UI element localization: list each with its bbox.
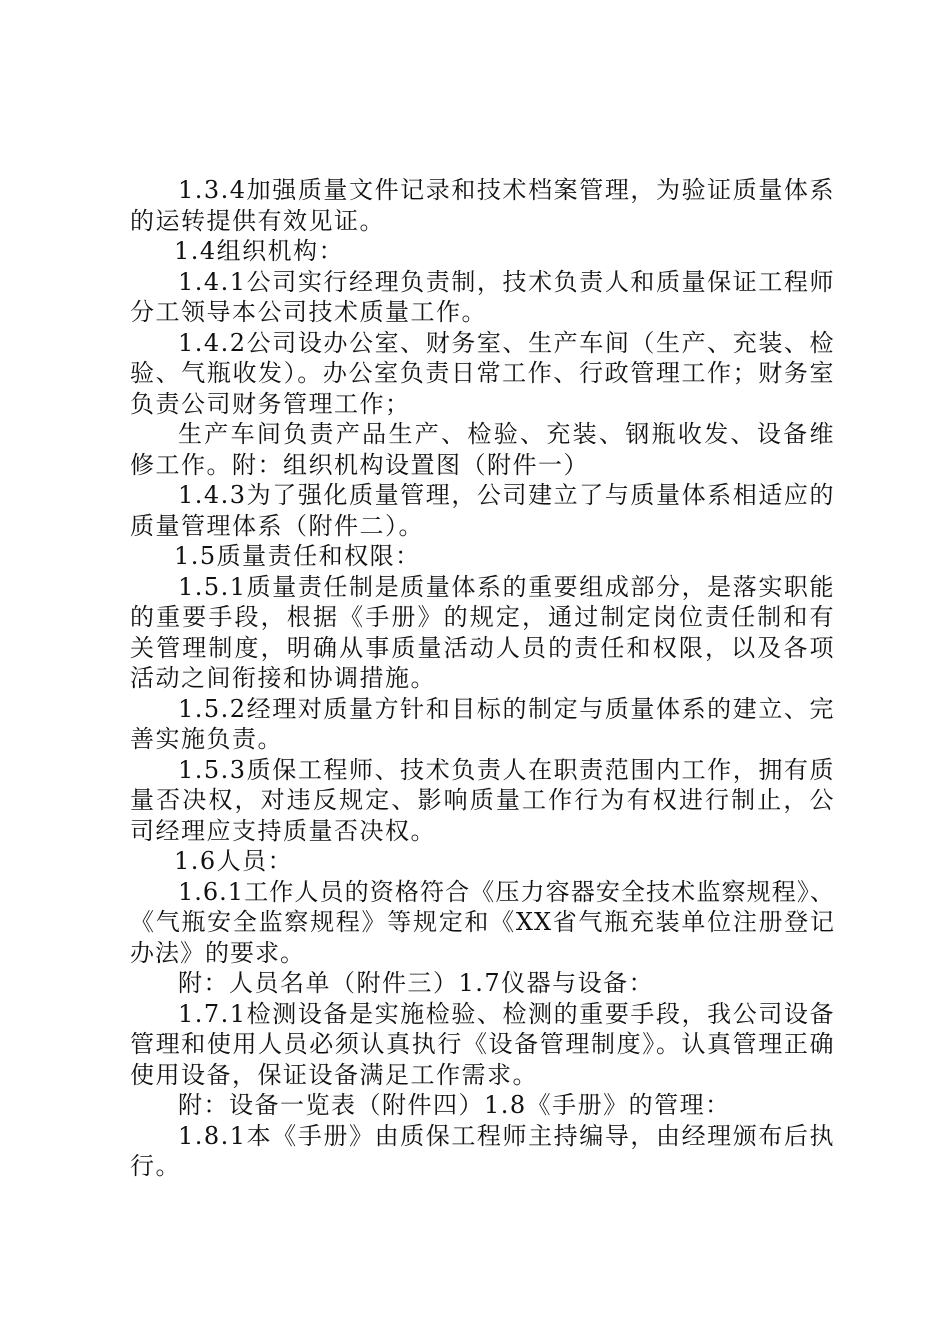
document-page xyxy=(130,175,835,1182)
heading-1-6: 1.6人员： xyxy=(174,847,294,875)
paragraph-1-4-2: 1.4.2公司设办公室、财务室、生产车间（生产、充装、检验、气瓶收发）。办公室负责日常工作、行政管理工作；财务室负责公司财务管理工作； xyxy=(130,328,835,418)
paragraph-attachment-3: 附：人员名单（附件三）1.7仪器与设备： xyxy=(178,969,655,997)
paragraph-1-3-4: 1.3.4加强质量文件记录和技术档案管理，为验证质量体系的运转提供有效见证。 xyxy=(130,176,835,235)
paragraph-1-4-1: 1.4.1公司实行经理负责制，技术负责人和质量保证工程师分工领导本公司技术质量工作。 xyxy=(130,267,835,326)
paragraph-1-4-3: 1.4.3为了强化质量管理，公司建立了与质量体系相适应的质量管理体系（附件二）。 xyxy=(130,481,835,540)
paragraph-1-7-1: 1.7.1检测设备是实施检验、检测的重要手段，我公司设备管理和使用人员必须认真执行《设备管理制度》。认真管理正确使用设备，保证设备满足工作需求。 xyxy=(130,999,835,1089)
paragraph-1-5-2: 1.5.2经理对质量方针和目标的制定与质量体系的建立、完善实施负责。 xyxy=(130,694,835,753)
heading-1-4: 1.4组织机构： xyxy=(174,237,345,265)
paragraph-attachment-4: 附：设备一览表（附件四）1.8《手册》的管理： xyxy=(178,1091,731,1119)
paragraph-1-6-1: 1.6.1工作人员的资格符合《压力容器安全技术监察规程》、《气瓶安全监察规程》等规定和《XX省气瓶充装单位注册登记办法》的要求。 xyxy=(130,877,835,967)
paragraph-1-5-3: 1.5.3质保工程师、技术负责人在职责范围内工作，拥有质量否决权，对违反规定、影响质量工作行为有权进行制止，公司经理应支持质量否决权。 xyxy=(130,755,835,845)
heading-1-5: 1.5质量责任和权限： xyxy=(174,542,421,570)
paragraph-1-5-1: 1.5.1质量责任制是质量体系的重要组成部分，是落实职能的重要手段，根据《手册》的规定，通过制定岗位责任制和有关管理制度，明确从事质量活动人员的责任和权限，以及各项活动之间衔接和协调措施。 xyxy=(130,572,835,692)
paragraph-1-8-1: 1.8.1本《手册》由质保工程师主持编导，由经理颁布后执行。 xyxy=(130,1121,835,1180)
paragraph-workshop-duties: 生产车间负责产品生产、检验、充装、钢瓶收发、设备维修工作。附：组织机构设置图（附件一） xyxy=(130,420,835,479)
